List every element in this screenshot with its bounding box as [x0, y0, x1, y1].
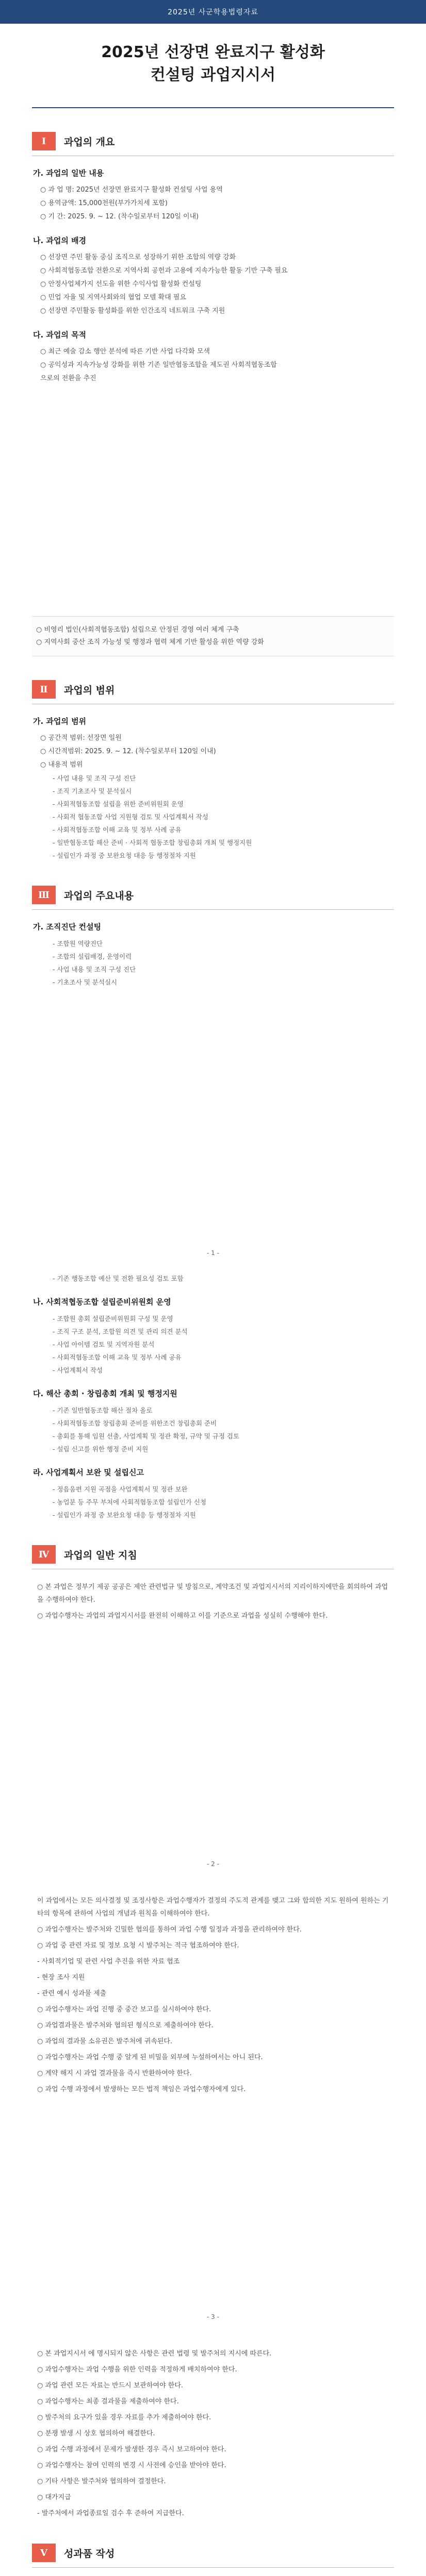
list-item: ○ 용역금액: 15,000천원(부가가치세 포함)	[40, 199, 168, 207]
list-subitem: - 사회적협동조합 이해 교육 및 정부 사례 공유	[53, 826, 182, 834]
page-gap	[32, 2320, 394, 2336]
subsection-title: 라. 사업계획서 보완 및 설립신고	[33, 1468, 144, 1477]
section-number: Ⅲ	[32, 886, 56, 904]
paragraph: ○ 과업수행자는 과업의 과업지시서를 완전히 이해하고 이를 기준으로 과업을 성실히 수행해야 한다.	[37, 1612, 328, 1620]
subsection	[32, 1296, 394, 1377]
list-subitem: - 사회적 협동조합 사업 지원형 검토 및 사업계획서 작성	[53, 813, 208, 821]
subsection	[32, 1467, 394, 1521]
list-subitem: - 농업분 등 주무 부처에 사회적협동조합 설립인가 신청	[53, 1498, 206, 1506]
subsection-title: 다. 해산 총회 · 창립총회 개최 및 행정지원	[33, 1389, 177, 1398]
page-number: - 2 -	[207, 1860, 219, 1868]
paragraph-group	[32, 2347, 394, 2520]
paragraph: ○ 과업수행자는 최종 결과물을 제출하여야 한다.	[37, 2398, 179, 2405]
list-item: ○ 기 간: 2025. 9. ~ 12. (착수일로부터 120일 이내)	[40, 213, 199, 221]
subsection	[32, 716, 394, 862]
list-subitem: - 조직 기초조사 및 분석실시	[53, 787, 132, 795]
section-overview	[32, 127, 394, 656]
list-item: ○ 시간적범위: 2025. 9. ~ 12. (착수일로부터 120일 이내)	[40, 748, 216, 755]
subsection-title: 나. 과업의 배경	[33, 236, 87, 245]
note-box	[32, 616, 394, 656]
paragraph: ○ 과업수행자는 참여 인력의 변경 시 사전에 승인을 받아야 한다.	[37, 2462, 226, 2469]
list-subitem: - 설립인가 과정 중 보완요청 대응 등 행정절차 지원	[53, 852, 196, 859]
section-guidelines	[32, 1540, 394, 2520]
list-subitem: - 조합원 총회 설립준비위원회 구성 및 운영	[53, 1315, 173, 1323]
header-badge: 2025년 사군학용법령자료	[168, 8, 258, 16]
list-subitem: - 기초조사 및 분석실시	[53, 978, 118, 986]
subsection	[32, 921, 394, 989]
page-number: - 1 -	[207, 1249, 219, 1257]
section-number: Ⅴ	[32, 2544, 56, 2562]
list-subitem: - 기존 행동조합 예산 및 전환 필요성 검토 포함	[53, 1275, 184, 1282]
section-number: Ⅳ	[32, 1545, 56, 1564]
paragraph: ○ 기타 사항은 발주처와 협의하여 결정한다.	[37, 2478, 166, 2485]
page-footer	[32, 2099, 394, 2320]
section-header	[32, 1540, 394, 1569]
paragraph-group	[32, 1581, 394, 1622]
section-header	[32, 2538, 394, 2568]
section-content	[32, 880, 394, 1521]
paragraph: - 현장 조사 지원	[37, 1974, 85, 1981]
page-number: - 3 -	[207, 2313, 219, 2320]
section-number: Ⅱ	[32, 680, 56, 699]
list-subitem: - 조합의 설립배경, 운영이력	[53, 953, 132, 960]
list-item: 으로의 전환을 추진	[40, 375, 96, 382]
header-bar	[0, 0, 426, 24]
list-item: ○ 사회적협동조합 전환으로 지역사회 공헌과 고용에 지속가능한 활동 기반 구축 필요	[40, 267, 288, 275]
paragraph: ○ 과업 수행 과정에서 발생하는 모든 법적 책임은 과업수행자에게 있다.	[37, 2086, 246, 2093]
section-title: 과업의 주요내용	[64, 890, 134, 902]
list-subitem: - 설립인가 과정 중 보완요청 대응 등 행정절차 지원	[53, 1511, 196, 1519]
list-item: ○ 내용적 범위	[40, 761, 83, 769]
page-gap	[32, 1868, 394, 1883]
list-subitem: - 조직 구조 분석, 조합원 의견 및 관리 의견 분석	[53, 1328, 188, 1335]
subsection	[32, 1388, 394, 1455]
list-item: ○ 민업 자율 및 지역사회와의 협업 모델 확대 필요	[40, 294, 187, 301]
document-title	[32, 24, 394, 108]
page-footer	[32, 989, 394, 1257]
section-header	[32, 127, 394, 156]
subsection	[32, 167, 394, 224]
list-item: ○ 최근 예술 감소 행안 분석에 따른 기반 사업 다각화 모색	[40, 348, 210, 355]
paragraph: - 관련 예시 성과물 제출	[37, 1990, 107, 1997]
list-subitem: - 총회를 통해 임원 선출, 사업계획 및 정관 확정, 규약 및 규정 검토	[53, 1432, 240, 1440]
paragraph: ○ 분쟁 발생 시 상호 협의하여 해결한다.	[37, 2430, 155, 2437]
paragraph: ○ 과업의 결과물 소유권은 발주처에 귀속된다.	[37, 2038, 173, 2045]
paragraph: ○ 본 과업지시서 에 명시되지 않은 사항은 관련 법령 및 발주처의 지시에 따른다.	[37, 2350, 272, 2358]
list-subitem: - 사회적협동조합 설립을 위한 준비위원회 운영	[53, 800, 184, 808]
note-line: ○ 지역사회 중산 조직 가능성 및 행정과 협력 체계 기반 활성을 위한 역량 강화	[36, 638, 264, 646]
list-subitem: - 사회적협동조합 창립총회 준비를 위한조건 창립총회 준비	[53, 1419, 217, 1427]
list-item: ○ 선장면 주민 활동 중심 조직으로 성장하기 위한 조합의 역량 강화	[40, 253, 236, 261]
section-title: 과업의 일반 지침	[64, 1549, 137, 1561]
subsection-title: 가. 과업의 일반 내용	[33, 168, 104, 178]
list-item: ○ 공간적 범위: 선장면 일원	[40, 734, 122, 742]
subsection-title: 가. 조직진단 컨설팅	[33, 922, 102, 931]
paragraph: ○ 과업수행자는 과업 수행 중 알게 된 비밀을 외부에 누설하여서는 아니 된다.	[37, 2054, 263, 2061]
subsection-title: 다. 과업의 목적	[33, 330, 87, 340]
paragraph: ○ 과업수행자는 발주처와 긴밀한 협의를 통하여 과업 수행 일정과 과정을 관리하여야 한다.	[37, 1926, 302, 1934]
list-subitem: - 정읍움편 지원 곡점을 사업계획서 및 정관 보완	[53, 1485, 188, 1493]
title-line-1: 2025년 선장면 완료지구 활성화	[101, 43, 325, 61]
section-number: Ⅰ	[32, 132, 56, 150]
paragraph: ○ 과업 수행 과정에서 문제가 발생한 경우 즉시 보고하여야 한다.	[37, 2446, 226, 2453]
section-scope	[32, 675, 394, 862]
list-item: ○ 선장면 주민활동 활성화를 위한 인간조직 네트워크 구축 지원	[40, 307, 225, 315]
list-subitem: - 일반협동조합 해산 준비 · 사회적 협동조합 창립총회 개최 및 행정지원	[53, 839, 252, 846]
list-item: ○ 안정사업체가지 선도을 위한 수익사업 활성화 컨설팅	[40, 280, 202, 288]
section-header	[32, 675, 394, 704]
list-subitem: - 설립 신고를 위한 행정 준비 지원	[53, 1445, 149, 1453]
paragraph: ○ 과업결과물은 발주처와 협의된 형식으로 제출하여야 한다.	[37, 2022, 214, 2029]
list-subitem: - 사회적협동조합 이해 교육 및 정부 사례 공유	[53, 1353, 182, 1361]
paragraph: ○ 발주처의 요구가 있을 경우 자료를 추가 제출하여야 한다.	[37, 2414, 211, 2421]
paragraph: ○ 과업수행자는 과업 진행 중 중간 보고를 실시하여야 한다.	[37, 2006, 211, 2013]
paragraph: ○ 과업 중 관련 자료 및 정보 요청 시 발주처는 적극 협조하여야 한다.	[37, 1942, 239, 1950]
list-subitem: - 사업 아이템 검토 및 지역자원 분석	[53, 1341, 155, 1348]
list-subitem: - 기존 일반협동조합 해산 절차 올로	[53, 1406, 153, 1414]
paragraph: ○ 계약 해지 시 과업 결과물을 즉시 반환하여야 한다.	[37, 2070, 192, 2077]
paragraph: - 사회적기업 및 관련 사업 추진을 위한 자료 협조	[37, 1958, 180, 1965]
page-footer	[32, 1625, 394, 1868]
page-break	[32, 385, 394, 602]
paragraph: ○ 대가지급	[37, 2494, 71, 2501]
title-line-2: 컨설팅 과업지시서	[150, 66, 276, 84]
section-title: 과업의 범위	[64, 684, 115, 696]
list-subitem: - 사업 내용 및 조직 구성 진단	[53, 965, 136, 973]
paragraph: ○ 과업수행자는 과업 수행을 위한 인력을 적정하게 배치하여야 한다.	[37, 2366, 237, 2374]
list-subitem: - 조합원 역량진단	[53, 940, 103, 947]
paragraph: - 발주처에서 과업종료일 검수 후 준하여 지급한다.	[37, 2510, 184, 2517]
list-item: ○ 공익성과 지속가능성 강화를 위한 기존 일반협동조합을 제도권 사회적협동조합	[40, 361, 277, 369]
section-header	[32, 880, 394, 910]
paragraph: ○ 본 과업은 정부기 제공 공공은 제안 관련법규 및 방침으로, 계약조건 및 과업지시서의 지리이하지에만을 회의하여 과업을 수행하여야 한다.	[37, 1583, 388, 1604]
note-line: ○ 비영리 법인(사회적협동조합) 설립으로 안정된 경영 여러 체계 구축	[36, 626, 239, 634]
subsection	[32, 329, 394, 385]
list-subitem: - 사업계획서 작성	[53, 1366, 103, 1374]
subsection-title: 가. 과업의 범위	[33, 717, 87, 726]
list-subitem: - 사업 내용 및 조직 구성 진단	[53, 774, 136, 782]
page-gap	[32, 1257, 394, 1272]
section-deliverables	[32, 2538, 394, 2576]
list-item: ○ 과 업 명: 2025년 선장면 완료지구 활성화 컨설팅 사업 용역	[40, 186, 223, 194]
subsection	[32, 235, 394, 318]
paragraph: ○ 과업 관련 모든 자료는 반드시 보관하여야 한다.	[37, 2382, 184, 2389]
section-title: 과업의 개요	[64, 136, 115, 148]
paragraph-group	[32, 1894, 394, 2096]
subsection-title: 나. 사회적협동조합 설립준비위원회 운영	[33, 1297, 171, 1307]
paragraph: 이 과업에서는 모든 의사결정 및 조정사항은 과업수행자가 결정의 주도적 관계를 맺고 그와 합의한 지도 원하여 원하는 기타의 항목에 관하여 사업의 개념과 원칙을 이해하여야 한다.	[37, 1897, 389, 1918]
section-title: 성과품 작성	[64, 2548, 115, 2560]
